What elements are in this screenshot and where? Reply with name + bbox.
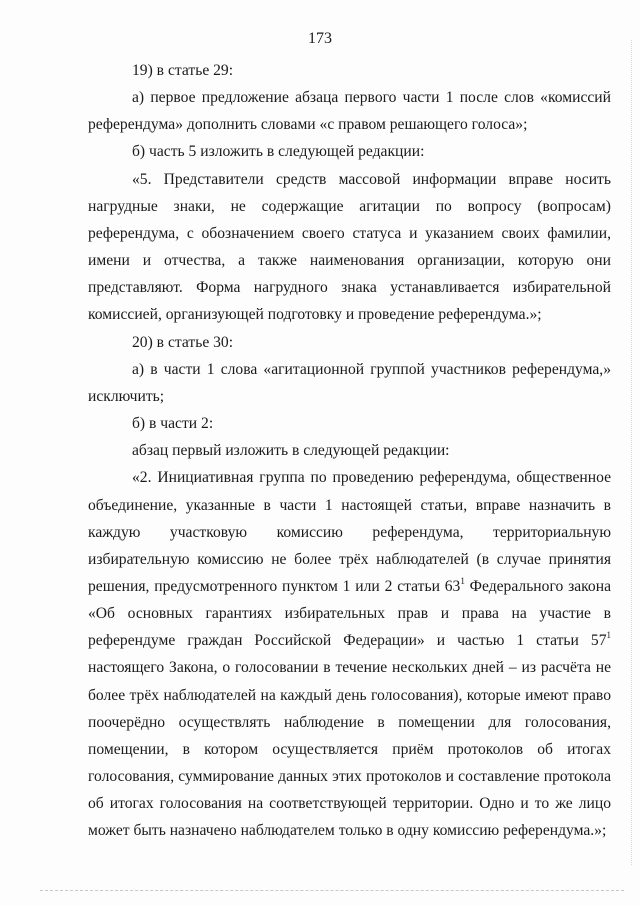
superscript-2: 1 [606,630,611,641]
quoted-part-2 [88,464,611,844]
item-20b: б) в части 2: [132,415,214,433]
item-20b-instruction: абзац первый изложить в следующей редакции: [132,442,450,460]
page-number: 173 [308,30,332,47]
scan-edge-right [631,40,632,865]
superscript-1: 1 [460,575,465,586]
quoted-part-2-text-3: настоящего Закона, о голосовании в течение нескольких дней – из расчёта не более трёх наблюдателей на каждый день голосования), которые имеют право поочерёдно осуществлять наблюдение в помещении для голосования, помещении, в котором осуществляется приём протоколов об итогах голосования, суммирование данных этих протоколов и составление протокола об итогах голосования на соответствующей территории. Одно и то же лицо может быть назначено наблюдателем только в одну комиссию референдума.»; [88,659,611,840]
item-19b: б) часть 5 изложить в следующей редакции: [132,143,425,161]
item-19-heading: 19) в статье 29: [132,62,234,79]
quoted-part-5: «5. Представители средств массовой информации вправе носить нагрудные знаки, не содержащие агитации по вопросу (вопросам) референдума, с обозначением своего статуса и указанием своих фамилии, имени и отчества, а также наименования организации, которую они представляют. Форма нагрудного знака устанавливается избирательной комиссией, организующей подготовку и проведение референдума.»; [88,170,611,324]
item-20a: а) в части 1 слова «агитационной группой участников референдума,» исключить; [88,360,611,405]
quoted-part-2-text-2: Федерального закона «Об основных гарантиях избирательных прав и права на участие в референдуме граждан Российской Федерации» и частью 1 статьи 57 [88,577,611,650]
document-body [88,57,611,845]
scan-edge-bottom [40,890,624,891]
quoted-part-2-text-1: «2. Инициативная группа по проведению референдума, общественное объединение, указанные в части 1 настоящей статьи, вправе назначить в каждую участковую комиссию референдума, территориальную избирательную комиссию не более трёх наблюдателей (в случае принятия решения, предусмотренного пунктом 1 или 2 статьи 63 [88,469,611,595]
item-19a: а) первое предложение абзаца первого части 1 после слов «комиссий референдума» дополнить словами «с правом решающего голоса»; [88,89,611,134]
item-20-heading: 20) в статье 30: [132,333,234,351]
